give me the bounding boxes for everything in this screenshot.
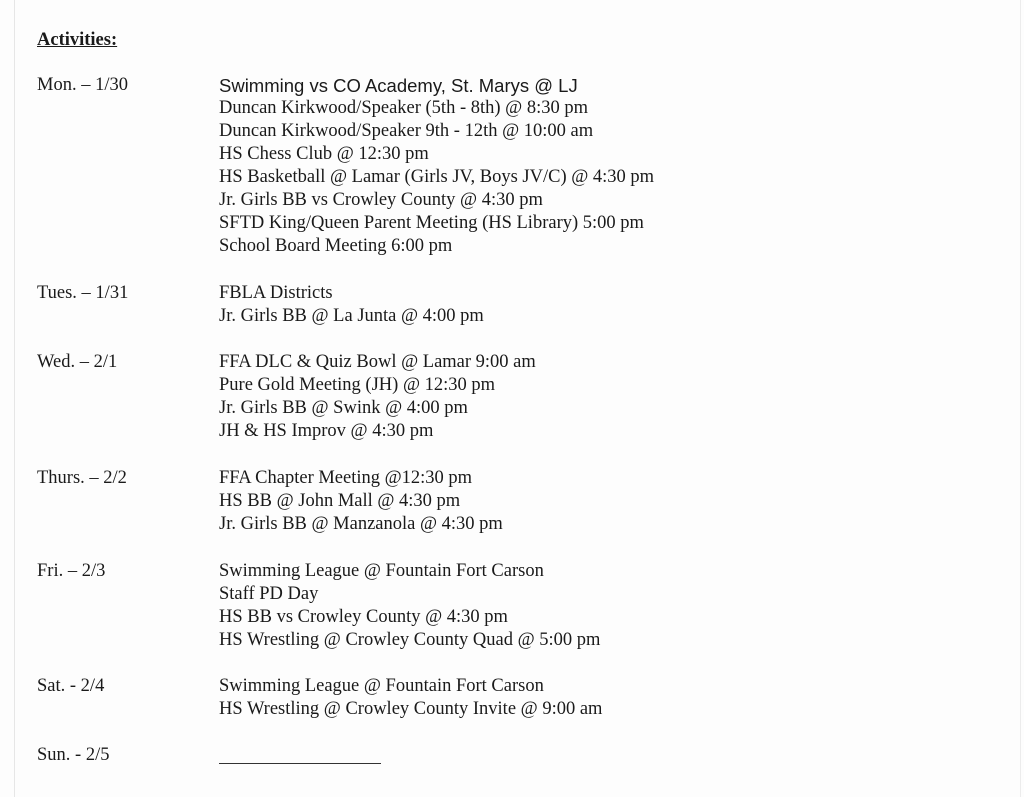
event-item: Staff PD Day	[219, 584, 319, 604]
event-list	[219, 74, 979, 258]
event-item: FFA Chapter Meeting @12:30 pm	[219, 468, 473, 488]
event-item: Duncan Kirkwood/Speaker (5th - 8th) @ 8:30 pm	[219, 98, 588, 118]
event-item: Swimming vs CO Academy, St. Marys @ LJ	[219, 75, 578, 96]
event-item: Jr. Girls BB @ Manzanola @ 4:30 pm	[219, 514, 503, 534]
event-item: HS Wrestling @ Crowley County Invite @ 9:00 am	[219, 699, 603, 719]
blank-entry-line	[219, 763, 381, 764]
event-item: Jr. Girls BB @ Swink @ 4:00 pm	[219, 398, 468, 418]
event-item: HS BB vs Crowley County @ 4:30 pm	[219, 607, 508, 627]
event-item: SFTD King/Queen Parent Meeting (HS Library) 5:00 pm	[219, 213, 644, 233]
event-list	[219, 467, 979, 536]
day-label: Thurs. – 2/2	[37, 468, 127, 488]
event-item: School Board Meeting 6:00 pm	[219, 236, 453, 256]
event-item: HS Chess Club @ 12:30 pm	[219, 144, 429, 164]
event-item: Swimming League @ Fountain Fort Carson	[219, 561, 544, 581]
day-label: Wed. – 2/1	[37, 352, 118, 372]
event-item: Swimming League @ Fountain Fort Carson	[219, 676, 544, 696]
event-item: Jr. Girls BB vs Crowley County @ 4:30 pm	[219, 190, 543, 210]
event-item: Pure Gold Meeting (JH) @ 12:30 pm	[219, 375, 496, 395]
page-title: Activities:	[37, 30, 118, 50]
day-label: Sun. - 2/5	[37, 745, 110, 765]
event-item: HS BB @ John Mall @ 4:30 pm	[219, 491, 461, 511]
event-list	[219, 675, 979, 721]
day-label: Mon. – 1/30	[37, 75, 128, 95]
event-item: Duncan Kirkwood/Speaker 9th - 12th @ 10:00 am	[219, 121, 594, 141]
event-list	[219, 351, 979, 443]
event-item: HS Basketball @ Lamar (Girls JV, Boys JV/C) @ 4:30 pm	[219, 167, 655, 187]
event-item: FFA DLC & Quiz Bowl @ Lamar 9:00 am	[219, 352, 536, 372]
right-margin-rule	[1020, 0, 1021, 797]
event-item: JH & HS Improv @ 4:30 pm	[219, 421, 434, 441]
event-item: Jr. Girls BB @ La Junta @ 4:00 pm	[219, 306, 484, 326]
event-list	[219, 282, 979, 328]
event-item: FBLA Districts	[219, 283, 333, 303]
day-label: Tues. – 1/31	[37, 283, 129, 303]
left-margin-rule	[14, 0, 15, 797]
day-label: Fri. – 2/3	[37, 561, 106, 581]
day-label: Sat. - 2/4	[37, 676, 105, 696]
event-item: HS Wrestling @ Crowley County Quad @ 5:00 pm	[219, 630, 601, 650]
event-list	[219, 560, 979, 652]
